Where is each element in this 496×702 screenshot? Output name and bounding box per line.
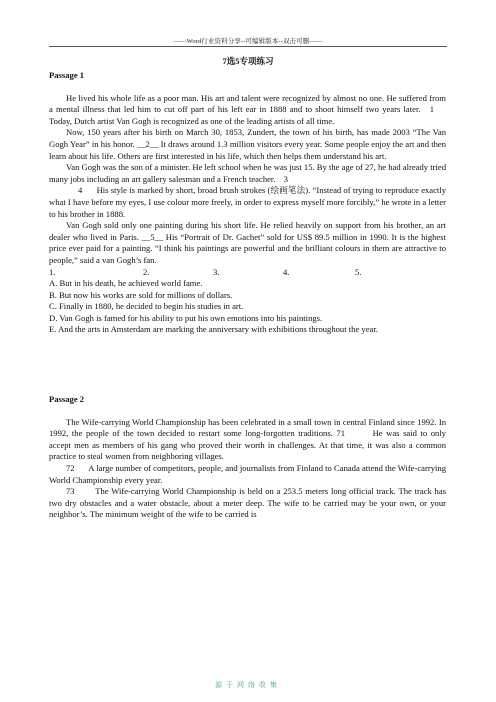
text: The Wife-carrying World Championship is held on a 253.5 meters long official track. The track has two dry obstacles and a water obstacle, about a meter deep. The wife to be carried may be your own, or your neighbor’s. The minimum weight of the wife to be carried is: [49, 486, 446, 520]
passage1-paragraph-3: [49, 162, 446, 185]
blank-73: 73: [66, 486, 75, 497]
document-body: [49, 70, 446, 521]
passage1-paragraph-5: [49, 220, 446, 266]
blank-72: 72: [66, 463, 75, 474]
text: Van Gogh sold only one painting during his short life. He relied heavily on support from his brother, an art dealer who lived in Paris.: [49, 220, 446, 242]
text: A large number of competitors, people, and journalists from Finland to Canada attend the Wife-carrying World Championship every year.: [49, 463, 446, 485]
text: His style is marked by short, broad brush strokes (绘画笔法). “Instead of trying to reproduce exactly what I have before my eyes, I use colour more freely, in order to express myself more forcibly,” he wrote in a letter to his brother in 1888.: [49, 185, 446, 219]
text: His “Portrait of Dr. Gachet” sold for US$ 89.5 million in 1990. It is the highest price ever paid for a painting. “I think his paintings are powerful and the brilliant colours in them are attractive to people,” said a van Gogh’s fan.: [49, 231, 446, 265]
answer-blank-5: 5.: [355, 266, 362, 277]
page-title: 7选5专项练习: [222, 56, 274, 66]
passage2-paragraph-1: [49, 417, 446, 463]
option-e: E. And the arts in Amsterdam are marking the anniversary with exhibitions throughout the year.: [49, 324, 378, 335]
passage1-paragraph-4: [49, 185, 446, 220]
passage1-heading: Passage 1: [49, 70, 85, 80]
page-footer: 源于网络收集: [215, 681, 281, 689]
text: He lived his whole life as a poor man. His art and talent were recognized by almost no one. He suffered from a mental illness that led him to cut off part of his left ear in 1888 and to shoot himself two years later.: [49, 92, 446, 115]
blank-1: 1: [429, 104, 434, 115]
answer-blank-2: 2.: [143, 266, 150, 277]
passage2-paragraph-3: [49, 486, 446, 521]
text: It draws around 1.3 million visitors every year. Some people enjoy the art and then learn about his life. Others are first interested in his life, which then helps them understand his art.: [49, 138, 446, 161]
blank-71: 71: [336, 428, 345, 439]
header-divider: [49, 46, 447, 47]
option-a: A. But in his death, he achieved world fame.: [49, 278, 203, 289]
blank-4: 4: [78, 185, 83, 196]
answer-blank-1: 1.: [49, 266, 56, 277]
blank-5: __5__: [141, 231, 164, 242]
text: Now, 150 years after his birth on March 30, 1853, Zundert, the town of his birth, has made 2003 “The Van Gogh Year” in his honor.: [49, 127, 446, 149]
answer-blank-4: 4.: [283, 266, 290, 277]
blank-3: 3: [283, 173, 288, 184]
option-c: C. Finally in 1880, he decided to begin his studies in art.: [49, 301, 244, 312]
text: He was said to only accept men as members of his gang who proved their worth in challenges. At that time, it was also a common practice to steal women from neighboring villages.: [49, 428, 446, 462]
passage1-paragraph-1: [49, 93, 446, 128]
blank-2: __2__: [136, 138, 159, 149]
passage2-heading: Passage 2: [49, 394, 85, 405]
passage2-paragraph-2: [49, 463, 446, 486]
text: Today, Dutch artist Van Gogh is recognized as one of the leading artists of all time.: [49, 115, 335, 126]
option-d: D. Van Gogh is famed for his ability to put his own emotions into his paintings.: [49, 312, 323, 323]
text: Van Gogh was the son of a minister. He left school when he was just 15. By the age of 27, he had already tried many jobs including an art gallery salesman and a French teacher.: [49, 162, 446, 184]
page-header: ——Word行业资料分享--可编辑版本--双击可删——: [173, 38, 323, 45]
passage1-paragraph-2: [49, 127, 446, 162]
text: The Wife-carrying World Championship has been celebrated in a small town in central Finland since 1992. In 1992, the people of the town decided to restart some long-forgotten traditions.: [49, 416, 446, 439]
answer-blank-3: 3.: [213, 266, 220, 277]
answer-blanks-row: [49, 267, 446, 279]
option-b: B. But now his works are sold for millions of dollars.: [49, 289, 233, 300]
